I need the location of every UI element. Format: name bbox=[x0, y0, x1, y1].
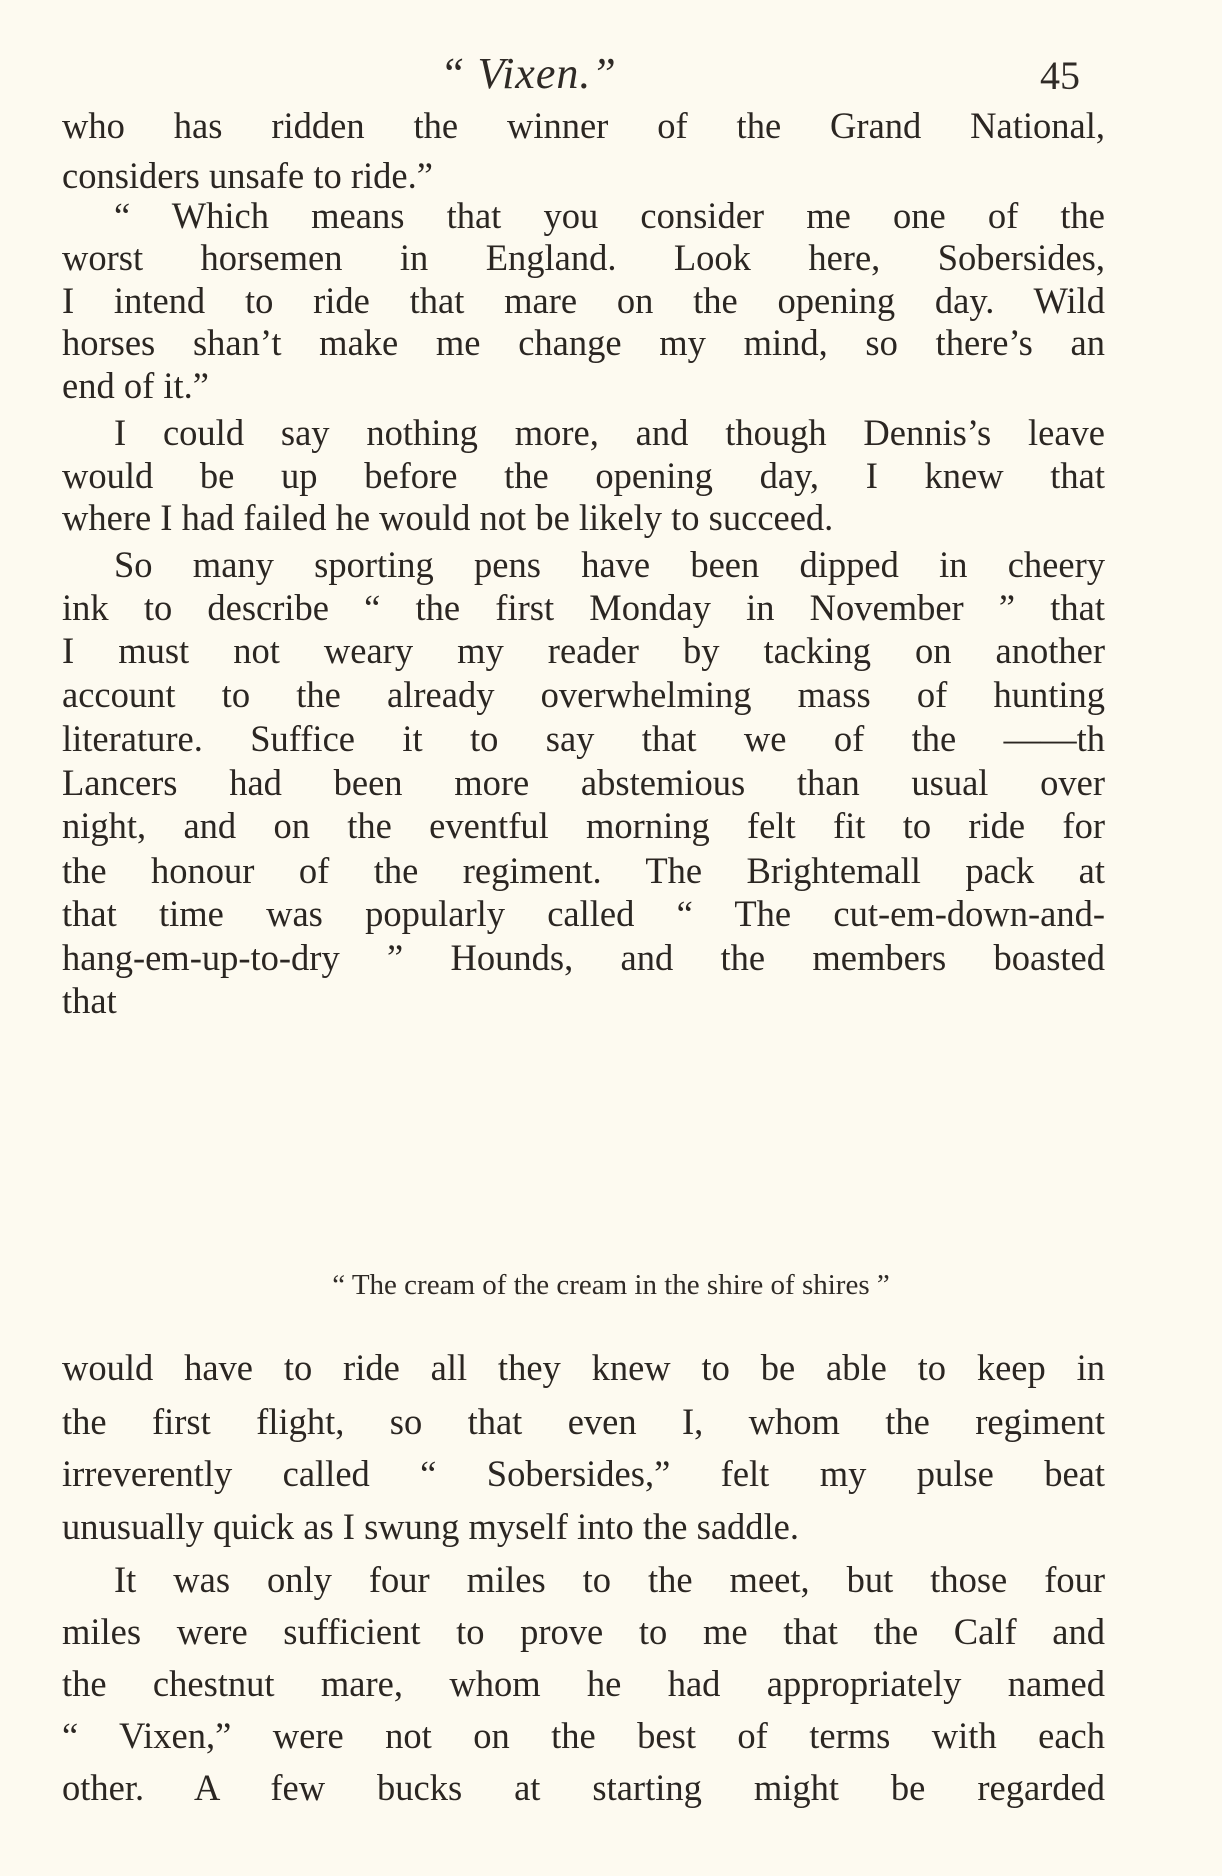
text-line: Lancers had been more abstemious than usual over bbox=[62, 762, 1105, 803]
text-line: night, and on the eventful morning felt fit to ride for bbox=[62, 805, 1105, 846]
verse-quote: “ The cream of the cream in the shire of shires ” bbox=[332, 1269, 890, 1301]
text-line: would be up before the opening day, I knew that bbox=[62, 455, 1105, 496]
text-line: end of it.” bbox=[62, 365, 209, 406]
text-line: the first flight, so that even I, whom the regiment bbox=[62, 1401, 1105, 1442]
text-line: ink to describe “ the first Monday in November ” that bbox=[62, 587, 1105, 628]
text-line: “ Vixen,” were not on the best of terms with each bbox=[62, 1715, 1105, 1756]
text-line: I must not weary my reader by tacking on another bbox=[62, 630, 1105, 671]
running-title: “ Vixen.” bbox=[440, 49, 617, 98]
text-line: considers unsafe to ride.” bbox=[62, 155, 433, 196]
text-line: worst horsemen in England. Look here, Sobersides, bbox=[62, 237, 1105, 278]
text-line: would have to ride all they knew to be able to keep in bbox=[62, 1347, 1105, 1388]
text-line: literature. Suffice it to say that we of the ——th bbox=[62, 718, 1105, 759]
text-line: account to the already overwhelming mass of hunting bbox=[62, 674, 1105, 715]
page-number: 45 bbox=[1040, 53, 1080, 98]
text-line: irreverently called “ Sobersides,” felt my pulse beat bbox=[62, 1453, 1105, 1494]
text-line: the honour of the regiment. The Brightemall pack at bbox=[62, 850, 1105, 891]
text-line: miles were sufficient to prove to me that the Calf and bbox=[62, 1611, 1105, 1652]
text-line: horses shan’t make me change my mind, so there’s an bbox=[62, 322, 1105, 363]
text-line: I intend to ride that mare on the opening day. Wild bbox=[62, 280, 1105, 321]
text-line: that bbox=[62, 980, 117, 1021]
text-line: So many sporting pens have been dipped in cheery bbox=[114, 544, 1105, 585]
text-line: unusually quick as I swung myself into the saddle. bbox=[62, 1506, 799, 1547]
text-line: “ Which means that you consider me one of the bbox=[114, 195, 1105, 236]
text-line: the chestnut mare, whom he had appropriately named bbox=[62, 1663, 1105, 1704]
text-line: I could say nothing more, and though Dennis’s leave bbox=[114, 412, 1105, 453]
text-line: that time was popularly called “ The cut-em-down-and- bbox=[62, 893, 1105, 934]
text-line: who has ridden the winner of the Grand National, bbox=[62, 105, 1105, 146]
text-line: other. A few bucks at starting might be regarded bbox=[62, 1767, 1105, 1808]
text-line: It was only four miles to the meet, but those four bbox=[114, 1559, 1105, 1600]
text-line: where I had failed he would not be likely to succeed. bbox=[62, 497, 834, 538]
text-line: hang-em-up-to-dry ” Hounds, and the members boasted bbox=[62, 937, 1105, 978]
